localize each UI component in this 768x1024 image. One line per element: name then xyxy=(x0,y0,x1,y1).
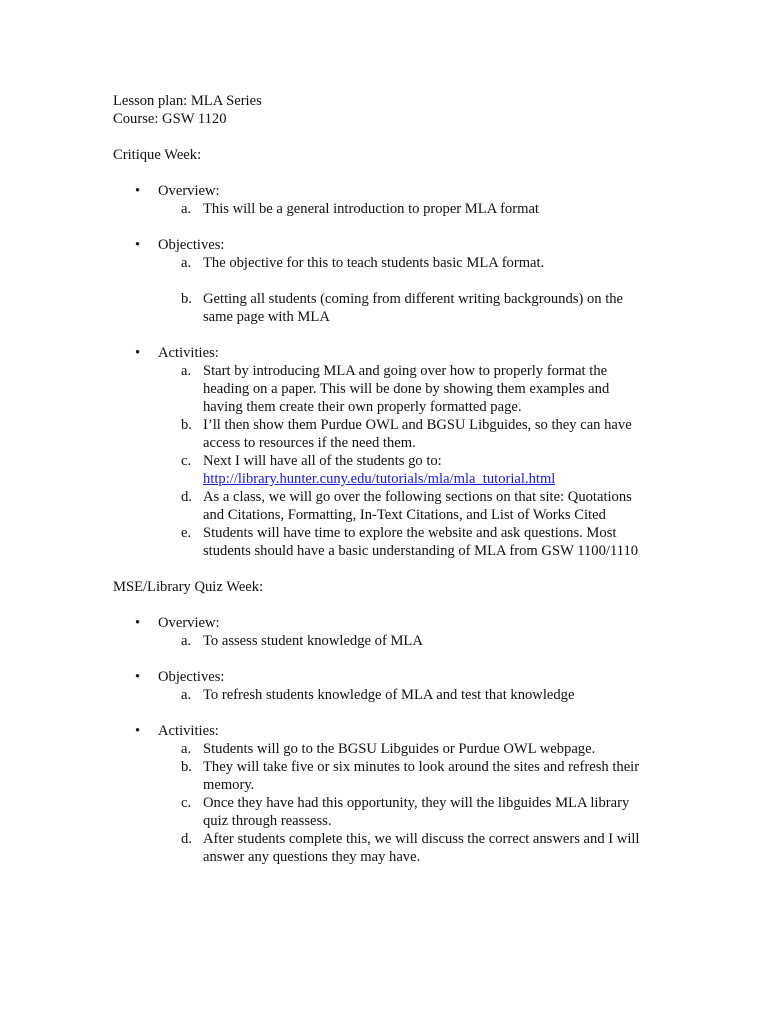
list-item-text: To refresh students knowledge of MLA and test that knowledge xyxy=(203,687,575,703)
lesson-plan-title: Lesson plan: MLA Series xyxy=(113,93,262,109)
list-item xyxy=(113,290,713,326)
bullet-section xyxy=(113,344,713,362)
list-item-text: After students complete this, we will discuss the correct answers and I will xyxy=(203,831,640,847)
weeks-container xyxy=(113,146,713,884)
list-item-marker: a. xyxy=(181,363,192,379)
bullet-section xyxy=(113,614,713,632)
list-item-marker: a. xyxy=(181,687,192,703)
list-item-text: quiz through reassess. xyxy=(203,813,332,829)
list-item-marker: c. xyxy=(181,795,192,811)
list-item-text: Students will go to the BGSU Libguides or Purdue OWL webpage. xyxy=(203,741,596,757)
list-item xyxy=(113,632,713,650)
list-item-text: heading on a paper. This will be done by showing them examples and xyxy=(203,381,610,397)
week-section xyxy=(113,146,713,578)
tutorial-link[interactable]: http://library.hunter.cuny.edu/tutorials/mla/mla_tutorial.html xyxy=(203,471,556,487)
list-item-marker: b. xyxy=(181,759,192,775)
list-item-marker: d. xyxy=(181,831,192,847)
list-item xyxy=(113,686,713,704)
bullet-icon: • xyxy=(135,237,141,253)
list-item xyxy=(113,524,713,560)
list-item xyxy=(113,740,713,758)
list-item xyxy=(113,758,713,794)
section-label: Overview: xyxy=(158,183,220,199)
list-item xyxy=(113,416,713,452)
list-item-text: having them create their own properly formatted page. xyxy=(203,399,522,415)
list-item xyxy=(113,794,713,830)
list-item xyxy=(113,200,713,218)
list-item-marker: a. xyxy=(181,255,192,271)
list-item xyxy=(113,830,713,866)
list-item-text: Start by introducing MLA and going over how to properly format the xyxy=(203,363,608,379)
list-item-marker: b. xyxy=(181,291,192,307)
list-item-marker: b. xyxy=(181,417,192,433)
list-item-text: I’ll then show them Purdue OWL and BGSU Libguides, so they can have xyxy=(203,417,632,433)
list-item-text: The objective for this to teach students basic MLA format. xyxy=(203,255,545,271)
list-item-text: To assess student knowledge of MLA xyxy=(203,633,423,649)
bullet-icon: • xyxy=(135,183,141,199)
list-item-text: answer any questions they may have. xyxy=(203,849,421,865)
bullet-icon: • xyxy=(135,615,141,631)
list-item-text: access to resources if the need them. xyxy=(203,435,416,451)
list-item xyxy=(113,452,713,488)
bullet-icon: • xyxy=(135,345,141,361)
list-item-text: Once they have had this opportunity, they will the libguides MLA library xyxy=(203,795,630,811)
list-item-marker: e. xyxy=(181,525,192,541)
list-item-text: Next I will have all of the students go to: xyxy=(203,453,442,469)
week-title: Critique Week: xyxy=(113,147,202,163)
bullet-section xyxy=(113,182,713,200)
list-item-text: As a class, we will go over the following sections on that site: Quotations xyxy=(203,489,632,505)
bullet-icon: • xyxy=(135,723,141,739)
list-item-text: memory. xyxy=(203,777,255,793)
week-section xyxy=(113,578,713,884)
week-title: MSE/Library Quiz Week: xyxy=(113,579,264,595)
section-label: Objectives: xyxy=(158,669,225,685)
list-item-text: They will take five or six minutes to look around the sites and refresh their xyxy=(203,759,640,775)
list-item-marker: c. xyxy=(181,453,192,469)
section-label: Overview: xyxy=(158,615,220,631)
list-item-text: students should have a basic understanding of MLA from GSW 1100/1110 xyxy=(203,543,639,559)
section-label: Activities: xyxy=(158,345,219,361)
list-item-marker: a. xyxy=(181,741,192,757)
bullet-section xyxy=(113,236,713,254)
list-item xyxy=(113,254,713,272)
list-item-text: Getting all students (coming from different writing backgrounds) on the xyxy=(203,291,624,307)
bullet-section xyxy=(113,668,713,686)
list-item-marker: a. xyxy=(181,201,192,217)
list-item-text: and Citations, Formatting, In-Text Citations, and List of Works Cited xyxy=(203,507,606,523)
course-label: Course: GSW 1120 xyxy=(113,111,227,127)
list-item xyxy=(113,488,713,524)
list-item-text: same page with MLA xyxy=(203,309,330,325)
document-page xyxy=(113,92,713,884)
section-label: Activities: xyxy=(158,723,219,739)
list-item-marker: a. xyxy=(181,633,192,649)
list-item-text: Students will have time to explore the website and ask questions. Most xyxy=(203,525,617,541)
list-item-marker: d. xyxy=(181,489,192,505)
bullet-icon: • xyxy=(135,669,141,685)
list-item xyxy=(113,362,713,416)
section-label: Objectives: xyxy=(158,237,225,253)
bullet-section xyxy=(113,722,713,740)
list-item-text: This will be a general introduction to proper MLA format xyxy=(203,201,539,217)
